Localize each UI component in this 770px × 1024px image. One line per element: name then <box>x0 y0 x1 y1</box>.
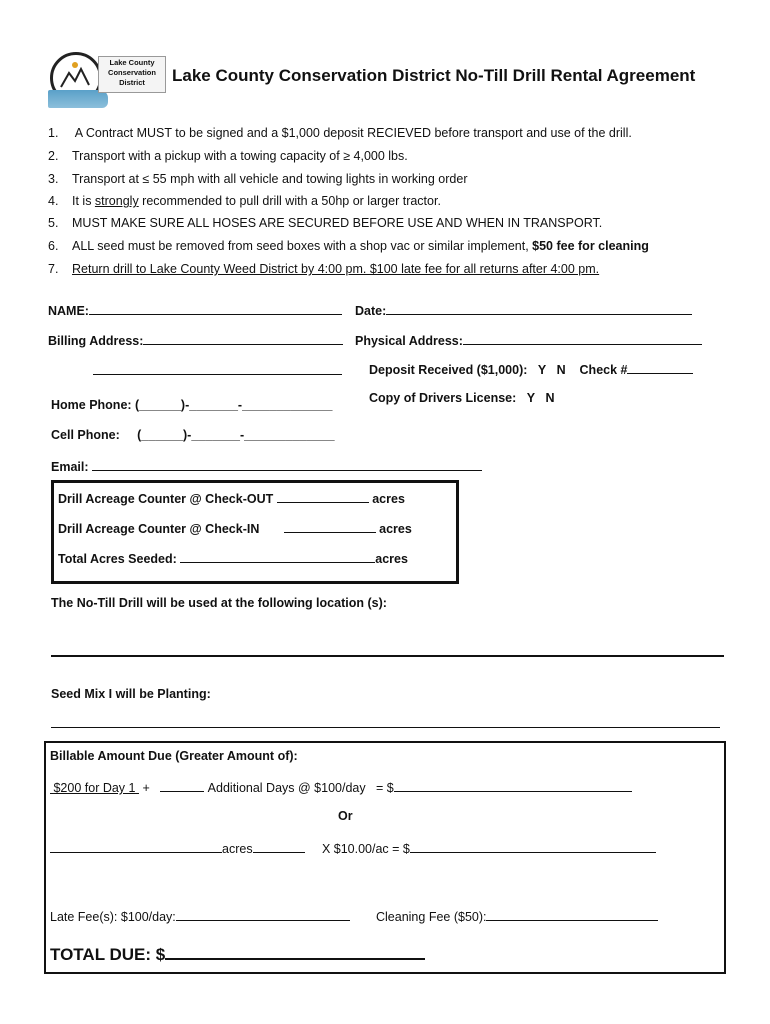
logo-text: Lake County Conservation District <box>98 56 166 93</box>
location-label: The No-Till Drill will be used at the following location (s): <box>51 596 387 610</box>
term-item: 6. ALL seed must be removed from seed boxes with a shop vac or similar implement, $50 fee for cleaning <box>48 239 649 253</box>
term-item: 3. Transport at ≤ 55 mph with all vehicle and towing lights in working order <box>48 172 468 186</box>
deposit-received-field[interactable]: Deposit Received ($1,000): Y N Check # <box>369 361 693 377</box>
name-field[interactable]: NAME: <box>48 302 342 318</box>
term-item: 7. Return drill to Lake County Weed District by 4:00 pm. $100 late fee for all returns after 4:00 pm. <box>48 262 600 276</box>
seed-mix-label: Seed Mix I will be Planting: <box>51 687 211 701</box>
drivers-license-field[interactable]: Copy of Drivers License: Y N <box>369 391 555 405</box>
billing-address-line2[interactable] <box>93 362 342 378</box>
total-acres-field[interactable]: Total Acres Seeded: acres <box>58 552 408 566</box>
or-separator: Or <box>338 809 353 823</box>
physical-address-field[interactable]: Physical Address: <box>355 332 702 348</box>
page-title: Lake County Conservation District No-Till Drill Rental Agreement <box>172 66 696 85</box>
checkin-acreage-field[interactable]: Drill Acreage Counter @ Check-IN acres <box>58 522 412 536</box>
total-due-field[interactable]: TOTAL DUE: $ <box>50 942 425 965</box>
billing-address-field[interactable]: Billing Address: <box>48 332 343 348</box>
term-item: 5. MUST MAKE SURE ALL HOSES ARE SECURED BEFORE USE AND WHEN IN TRANSPORT. <box>48 216 603 230</box>
date-field[interactable]: Date: <box>355 302 692 318</box>
term-item: 1. A Contract MUST to be signed and a $1,000 deposit RECIEVED before transport and use of the drill. <box>48 126 632 140</box>
term-item: 2. Transport with a pickup with a towing capacity of ≥ 4,000 lbs. <box>48 149 408 163</box>
billing-heading: Billable Amount Due (Greater Amount of): <box>50 749 298 763</box>
seed-mix-input-line[interactable] <box>51 727 720 728</box>
cleaning-fee-field[interactable]: Cleaning Fee ($50): <box>376 908 658 924</box>
location-input-line[interactable] <box>51 655 724 657</box>
acre-rate-line[interactable]: acres X $10.00/ac = $ <box>50 840 656 856</box>
term-item: 4. It is strongly recommended to pull drill with a 50hp or larger tractor. <box>48 194 441 208</box>
day-rate-line[interactable]: $200 for Day 1 + Additional Days @ $100/day = $ <box>50 779 632 795</box>
email-field[interactable]: Email: <box>51 458 482 474</box>
cell-phone-field[interactable]: Cell Phone: (______)-_______-_____________ <box>51 428 335 442</box>
late-fee-field[interactable]: Late Fee(s): $100/day: <box>50 908 350 924</box>
billing-box <box>44 741 726 974</box>
checkout-acreage-field[interactable]: Drill Acreage Counter @ Check-OUT acres <box>58 492 405 506</box>
district-logo <box>48 48 168 108</box>
home-phone-field[interactable]: Home Phone: (______)-_______-_____________ <box>51 398 333 412</box>
